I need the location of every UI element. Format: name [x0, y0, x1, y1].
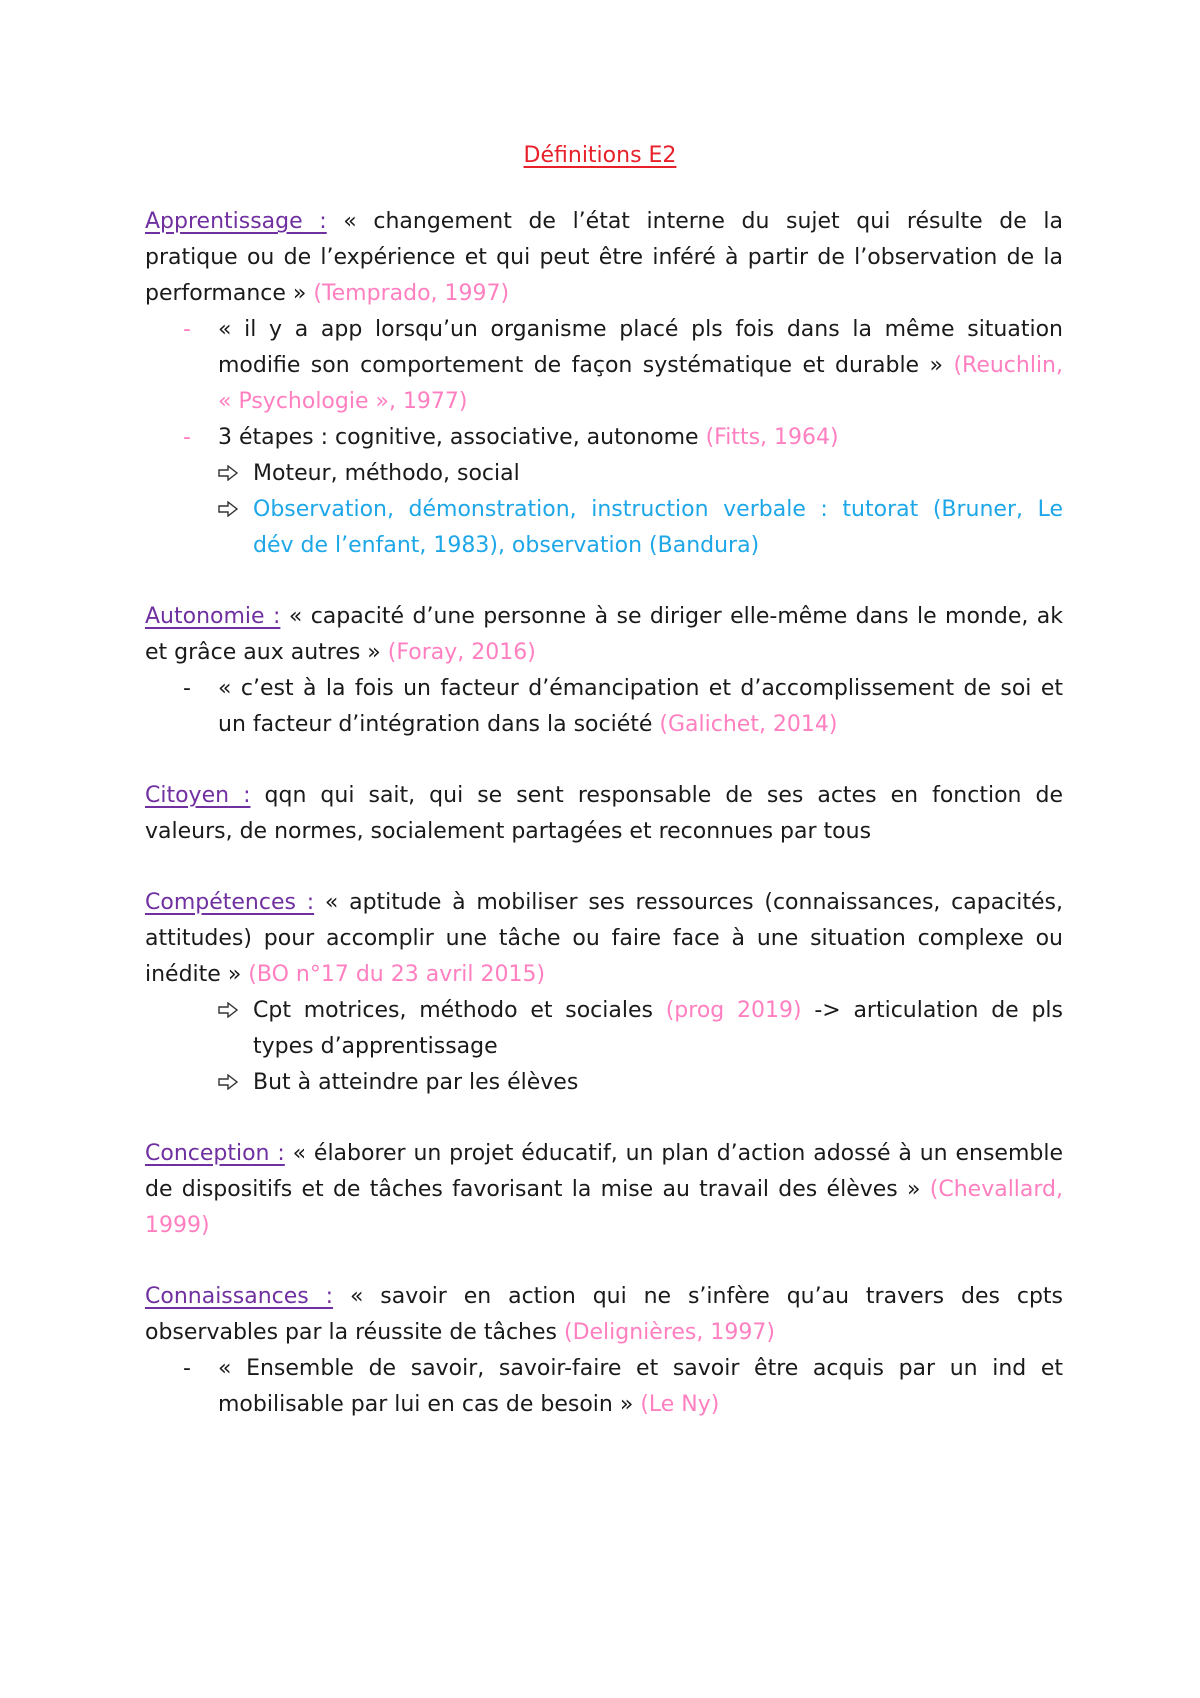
bullet-dash: - [183, 425, 191, 450]
connaissances-line-2: observables par la réussite de tâches (Delignières, 1997) [145, 1320, 775, 1345]
list-item-continued: mobilisable par lui en cas de besoin » (Le Ny) [218, 1392, 720, 1417]
conception-line-2: de dispositifs et de tâches favorisant la mise au travail des élèves » (Chevallard, [145, 1177, 1064, 1202]
reference: (Fitts, 1964) [705, 425, 839, 450]
reference: (Le Ny) [640, 1392, 720, 1417]
term-apprentissage: Apprentissage : [145, 209, 327, 234]
competences-line-2: attitudes) pour accomplir une tâche ou faire face à une situation complexe ou [145, 926, 1063, 951]
arrow-item: Observation, démonstration, instruction verbale : tutorat (Bruner, Le [253, 497, 1063, 522]
connaissances-line-1: Connaissances : « savoir en action qui ne s’infère qu’au travers des cpts [145, 1284, 1063, 1309]
reference: (BO n°17 du 23 avril 2015) [248, 962, 546, 987]
list-item-continued: un facteur d’intégration dans la société (Galichet, 2014) [218, 712, 838, 737]
arrow-item-continued: dév de l’enfant, 1983), observation (Bandura) [253, 533, 760, 558]
competences-line-1: Compétences : « aptitude à mobiliser ses ressources (connaissances, capacités, [145, 890, 1064, 915]
autonomie-line-1: Autonomie : « capacité d’une personne à se diriger elle-même dans le monde, ak [145, 604, 1063, 629]
list-item: « Ensemble de savoir, savoir-faire et savoir être acquis par un ind et [218, 1356, 1063, 1381]
reference: « Psychologie », 1977) [218, 389, 468, 414]
citoyen-line-2: valeurs, de normes, socialement partagées et reconnues par tous [145, 819, 872, 844]
arrow-right-icon [217, 465, 239, 481]
bullet-dash: - [183, 676, 191, 701]
apprentissage-line-2: pratique ou de l’expérience et qui peut être inféré à partir de l’observation de la [145, 245, 1063, 270]
term-autonomie: Autonomie : [145, 604, 281, 629]
term-conception: Conception : [145, 1141, 285, 1166]
reference: (Reuchlin, [953, 353, 1063, 378]
arrow-item-continued: types d’apprentissage [253, 1034, 498, 1059]
competences-line-3: inédite » (BO n°17 du 23 avril 2015) [145, 962, 546, 987]
reference: (prog 2019) [665, 998, 802, 1023]
term-connaissances: Connaissances : [145, 1284, 334, 1309]
list-item-continued: modifie son comportement de façon systématique et durable » (Reuchlin, [218, 353, 1063, 378]
list-item: « c’est à la fois un facteur d’émancipation et d’accomplissement de soi et [218, 676, 1063, 701]
citoyen-line-1: Citoyen : qqn qui sait, qui se sent responsable de ses actes en fonction de [145, 783, 1063, 808]
arrow-right-icon [217, 1002, 239, 1018]
autonomie-line-2: et grâce aux autres » (Foray, 2016) [145, 640, 536, 665]
reference: (Galichet, 2014) [659, 712, 838, 737]
reference: 1999) [145, 1213, 210, 1238]
list-item: 3 étapes : cognitive, associative, autonome (Fitts, 1964) [218, 425, 839, 450]
reference: (Temprado, 1997) [313, 281, 510, 306]
term-competences: Compétences : [145, 890, 315, 915]
arrow-right-icon [217, 1074, 239, 1090]
conception-line-1: Conception : « élaborer un projet éducatif, un plan d’action adossé à un ensemble [145, 1141, 1063, 1166]
arrow-item: But à atteindre par les élèves [253, 1070, 579, 1095]
reference: (Delignières, 1997) [563, 1320, 775, 1345]
arrow-right-icon [217, 501, 239, 517]
arrow-item: Cpt motrices, méthodo et sociales (prog 2019) -> articulation de pls [253, 998, 1063, 1023]
term-citoyen: Citoyen : [145, 783, 251, 808]
bullet-dash: - [183, 317, 191, 342]
reference: (Foray, 2016) [387, 640, 536, 665]
arrow-item: Moteur, méthodo, social [253, 461, 520, 486]
bullet-dash: - [183, 1356, 191, 1381]
page-title: Définitions E2 [523, 143, 677, 168]
apprentissage-line-3: performance » (Temprado, 1997) [145, 281, 510, 306]
apprentissage-line-1: Apprentissage : « changement de l’état interne du sujet qui résulte de la [145, 209, 1063, 234]
list-item: « il y a app lorsqu’un organisme placé pls fois dans la même situation [218, 317, 1063, 342]
reference: (Chevallard, [929, 1177, 1064, 1202]
